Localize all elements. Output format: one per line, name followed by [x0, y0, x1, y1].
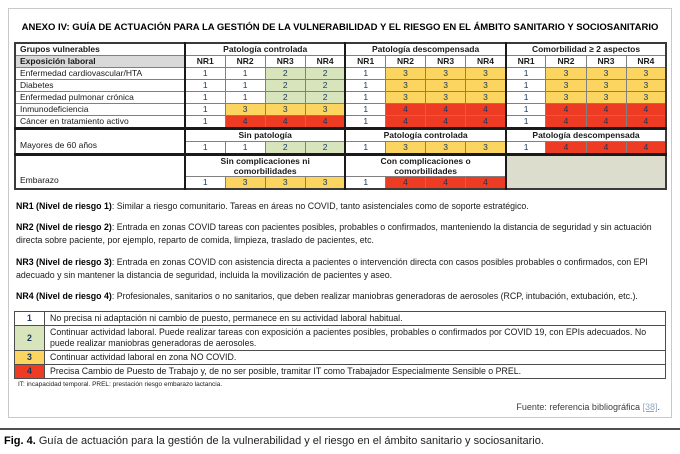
matrix-value-cell: 3: [265, 177, 305, 190]
matrix-corner-header: Grupos vulnerables: [15, 43, 185, 56]
matrix-value-cell: 4: [385, 177, 425, 190]
matrix-nr-header: NR4: [626, 56, 666, 68]
matrix-nr-header: NR1: [185, 56, 225, 68]
matrix-value-cell: 4: [385, 104, 425, 116]
matrix-value-cell: 4: [586, 116, 626, 129]
risk-definition-term: NR2 (Nivel de riesgo 2): [16, 222, 112, 233]
risk-definition-term: NR4 (Nivel de riesgo 4): [16, 290, 112, 301]
abbreviations-footnote: IT: incapacidad temporal. PREL: prestación riesgo embarazo lactancia.: [18, 381, 223, 389]
matrix-value-cell: 3: [466, 68, 506, 80]
source-prefix: Fuente: referencia bibliográfica: [516, 402, 643, 413]
matrix-section-header: Sin patología: [185, 129, 345, 142]
source-line: [14, 402, 660, 412]
matrix-value-cell: 1: [506, 142, 546, 155]
matrix-value-cell: 3: [305, 104, 345, 116]
risk-definition-term: NR1 (Nivel de riesgo 1): [16, 201, 112, 211]
matrix-value-cell: 3: [385, 68, 425, 80]
matrix-nr-header: NR3: [265, 56, 305, 68]
matrix-nr-header: NR2: [546, 56, 586, 68]
matrix-value-cell: 1: [225, 92, 265, 104]
vulnerability-risk-matrix: [14, 42, 667, 190]
matrix-value-cell: 1: [345, 80, 385, 92]
matrix-value-cell: 4: [546, 104, 586, 116]
matrix-value-cell: 2: [305, 142, 345, 155]
risk-definition-nr2: [16, 221, 664, 247]
matrix-row-label: Inmunodeficiencia: [15, 104, 185, 116]
matrix-value-cell: 4: [385, 116, 425, 129]
figure-title: ANEXO IV: GUÍA DE ACTUACIÓN PARA LA GESTIÓN DE LA VULNERABILIDAD Y EL RIESGO EN EL ÁMBITO SANITARIO Y SOCIOSANITARIO: [21, 22, 659, 33]
matrix-value-cell: 3: [626, 68, 666, 80]
matrix-group-header: Patología descompensada: [345, 43, 505, 56]
matrix-value-cell: 4: [546, 142, 586, 155]
figure-frame: [8, 8, 672, 418]
matrix-value-cell: 3: [546, 80, 586, 92]
matrix-row-label: Embarazo: [15, 155, 185, 190]
matrix-value-cell: 4: [426, 104, 466, 116]
matrix-value-cell: 3: [305, 177, 345, 190]
matrix-value-cell: 1: [506, 80, 546, 92]
matrix-value-cell: 3: [426, 142, 466, 155]
legend-code-3: 3: [15, 351, 45, 365]
matrix-value-cell: 4: [466, 116, 506, 129]
matrix-group-header: Comorbilidad ≥ 2 aspectos: [506, 43, 666, 56]
matrix-value-cell: 4: [225, 116, 265, 129]
matrix-value-cell: 2: [305, 68, 345, 80]
matrix-value-cell: 3: [586, 68, 626, 80]
matrix-value-cell: 1: [225, 80, 265, 92]
matrix-value-cell: 1: [345, 142, 385, 155]
matrix-value-cell: 1: [185, 142, 225, 155]
matrix-value-cell: 3: [626, 80, 666, 92]
matrix-value-cell: 4: [586, 142, 626, 155]
figure-caption-label: Fig. 4.: [4, 435, 36, 447]
matrix-value-cell: 3: [426, 80, 466, 92]
source-reference-link[interactable]: [38]: [642, 402, 658, 413]
matrix-row-label: Enfermedad cardiovascular/HTA: [15, 68, 185, 80]
matrix-value-cell: 1: [185, 80, 225, 92]
matrix-value-cell: 1: [506, 104, 546, 116]
matrix-value-cell: 3: [466, 80, 506, 92]
matrix-value-cell: 4: [466, 104, 506, 116]
matrix-value-cell: 4: [546, 116, 586, 129]
matrix-value-cell: 1: [225, 142, 265, 155]
matrix-value-cell: 3: [426, 68, 466, 80]
matrix-data-row: [15, 80, 666, 92]
figure-caption: [4, 435, 680, 447]
matrix-age-header-row: [15, 129, 666, 142]
legend-desc-2: Continuar actividad laboral. Puede realizar tareas con exposición a pacientes posibles, probables o confirmados por COVID 19, con EPIs adecuados. No puede realizar maniobras generadoras de aerosoles.: [45, 326, 666, 351]
matrix-value-cell: 1: [185, 104, 225, 116]
matrix-value-cell: 4: [305, 116, 345, 129]
matrix-data-row: [15, 68, 666, 80]
risk-definition-nr3: [16, 256, 664, 282]
matrix-value-cell: 2: [265, 92, 305, 104]
matrix-section-header: Sin complicaciones ni comorbilidades: [185, 155, 345, 177]
matrix-value-cell: 4: [426, 177, 466, 190]
legend-row: [15, 312, 666, 326]
matrix-row-label: Diabetes: [15, 80, 185, 92]
matrix-value-cell: 4: [466, 177, 506, 190]
matrix-pregnancy-header-row: [15, 155, 666, 177]
matrix-row-label: Cáncer en tratamiento activo: [15, 116, 185, 129]
matrix-subheader-row: [15, 56, 666, 68]
matrix-value-cell: 3: [426, 92, 466, 104]
matrix-value-cell: 4: [626, 142, 666, 155]
matrix-value-cell: 1: [345, 68, 385, 80]
matrix-data-row: [15, 116, 666, 129]
matrix-value-cell: 3: [385, 92, 425, 104]
matrix-value-cell: 3: [225, 177, 265, 190]
matrix-value-cell: 2: [305, 80, 345, 92]
legend-desc-3: Continuar actividad laboral en zona NO COVID.: [45, 351, 666, 365]
matrix-header-row: [15, 43, 666, 56]
legend-row: [15, 351, 666, 365]
matrix-value-cell: 3: [466, 92, 506, 104]
matrix-value-cell: 1: [345, 177, 385, 190]
legend-row: [15, 365, 666, 379]
risk-definition-term: NR3 (Nivel de riesgo 3): [16, 256, 112, 267]
matrix-nr-header: NR4: [305, 56, 345, 68]
matrix-value-cell: 2: [265, 68, 305, 80]
matrix-value-cell: 3: [626, 92, 666, 104]
matrix-value-cell: 1: [185, 116, 225, 129]
matrix-value-cell: 3: [586, 80, 626, 92]
risk-definition-text: : Profesionales, sanitarios o no sanitarios, que deben realizar maniobras generadoras de aerosoles (RCP, intubación, extubación, etc.).: [111, 290, 638, 301]
matrix-value-cell: 3: [546, 92, 586, 104]
matrix-value-cell: 4: [426, 116, 466, 129]
matrix-value-cell: 1: [345, 116, 385, 129]
legend-code-1: 1: [15, 312, 45, 326]
matrix-value-cell: 4: [626, 104, 666, 116]
matrix-value-cell: 2: [305, 92, 345, 104]
matrix-row-label: Mayores de 60 años: [15, 129, 185, 155]
matrix-value-cell: 1: [185, 92, 225, 104]
matrix-value-cell: 2: [265, 80, 305, 92]
matrix-value-cell: 3: [225, 104, 265, 116]
matrix-value-cell: 1: [345, 92, 385, 104]
matrix-value-cell: 2: [265, 142, 305, 155]
legend-row: [15, 326, 666, 351]
risk-definition-nr4: [16, 290, 664, 303]
matrix-nr-header: NR4: [466, 56, 506, 68]
matrix-value-cell: 4: [586, 104, 626, 116]
matrix-data-row: [15, 92, 666, 104]
matrix-value-cell: 1: [185, 177, 225, 190]
risk-level-definitions: [16, 200, 664, 303]
matrix-value-cell: 1: [506, 116, 546, 129]
matrix-group-header: Patología controlada: [185, 43, 345, 56]
matrix-value-cell: 1: [506, 68, 546, 80]
matrix-empty-cell: [506, 155, 666, 190]
matrix-section-header: Con complicaciones o comorbilidades: [345, 155, 505, 177]
matrix-row-label: Enfermedad pulmonar crónica: [15, 92, 185, 104]
matrix-nr-header: NR3: [426, 56, 466, 68]
matrix-nr-header: NR2: [225, 56, 265, 68]
legend-code-4: 4: [15, 365, 45, 379]
matrix-nr-header: NR2: [385, 56, 425, 68]
matrix-value-cell: 3: [546, 68, 586, 80]
matrix-value-cell: 3: [385, 142, 425, 155]
legend-desc-4: Precisa Cambio de Puesto de Trabajo y, de no ser posible, tramitar IT como Trabajador Especialmente Sensible o PREL.: [45, 365, 666, 379]
matrix-value-cell: 1: [225, 68, 265, 80]
matrix-value-cell: 1: [345, 104, 385, 116]
matrix-value-cell: 4: [265, 116, 305, 129]
figure-caption-text: Guía de actuación para la gestión de la vulnerabilidad y el riesgo en el ámbito sanitario y sociosanitario.: [35, 435, 544, 447]
legend-code-2: 2: [15, 326, 45, 351]
source-suffix: .: [657, 402, 660, 413]
matrix-section-header: Patología descompensada: [506, 129, 666, 142]
matrix-data-row: [15, 104, 666, 116]
matrix-nr-header: NR1: [506, 56, 546, 68]
risk-definition-nr1: [16, 200, 664, 213]
figure-caption-block: [0, 428, 680, 447]
matrix-section-header: Patología controlada: [345, 129, 505, 142]
legend-desc-1: No precisa ni adaptación ni cambio de puesto, permanece en su actividad laboral habitual.: [45, 312, 666, 326]
matrix-value-cell: 3: [586, 92, 626, 104]
matrix-value-cell: 4: [626, 116, 666, 129]
matrix-nr-header: NR1: [345, 56, 385, 68]
matrix-value-cell: 1: [506, 92, 546, 104]
matrix-value-cell: 3: [265, 104, 305, 116]
risk-definition-text: : Entrada en zonas COVID con asistencia directa a pacientes o intervención directa con casos posibles probables o confirmados, con EPI adecuado y sin mantener la distancia de seguridad, incluida la movilización de pacientes y aseo.: [16, 256, 648, 280]
matrix-exposure-header: Exposición laboral: [15, 56, 185, 68]
risk-definition-text: : Entrada en zonas COVID tareas con pacientes posibles, probables o confirmados, manteniendo la distancia de seguridad y sin actuación directa sobre paciente, por ejemplo, reparto de comida, limpieza, traslado de pacientes, etc.: [16, 222, 652, 246]
risk-definition-text: : Similar a riesgo comunitario. Tareas en áreas no COVID, tanto asistenciales como de soporte estratégico.: [111, 201, 529, 211]
matrix-value-cell: 3: [466, 142, 506, 155]
action-legend-table: [14, 311, 666, 379]
matrix-value-cell: 3: [385, 80, 425, 92]
matrix-value-cell: 1: [185, 68, 225, 80]
matrix-nr-header: NR3: [586, 56, 626, 68]
